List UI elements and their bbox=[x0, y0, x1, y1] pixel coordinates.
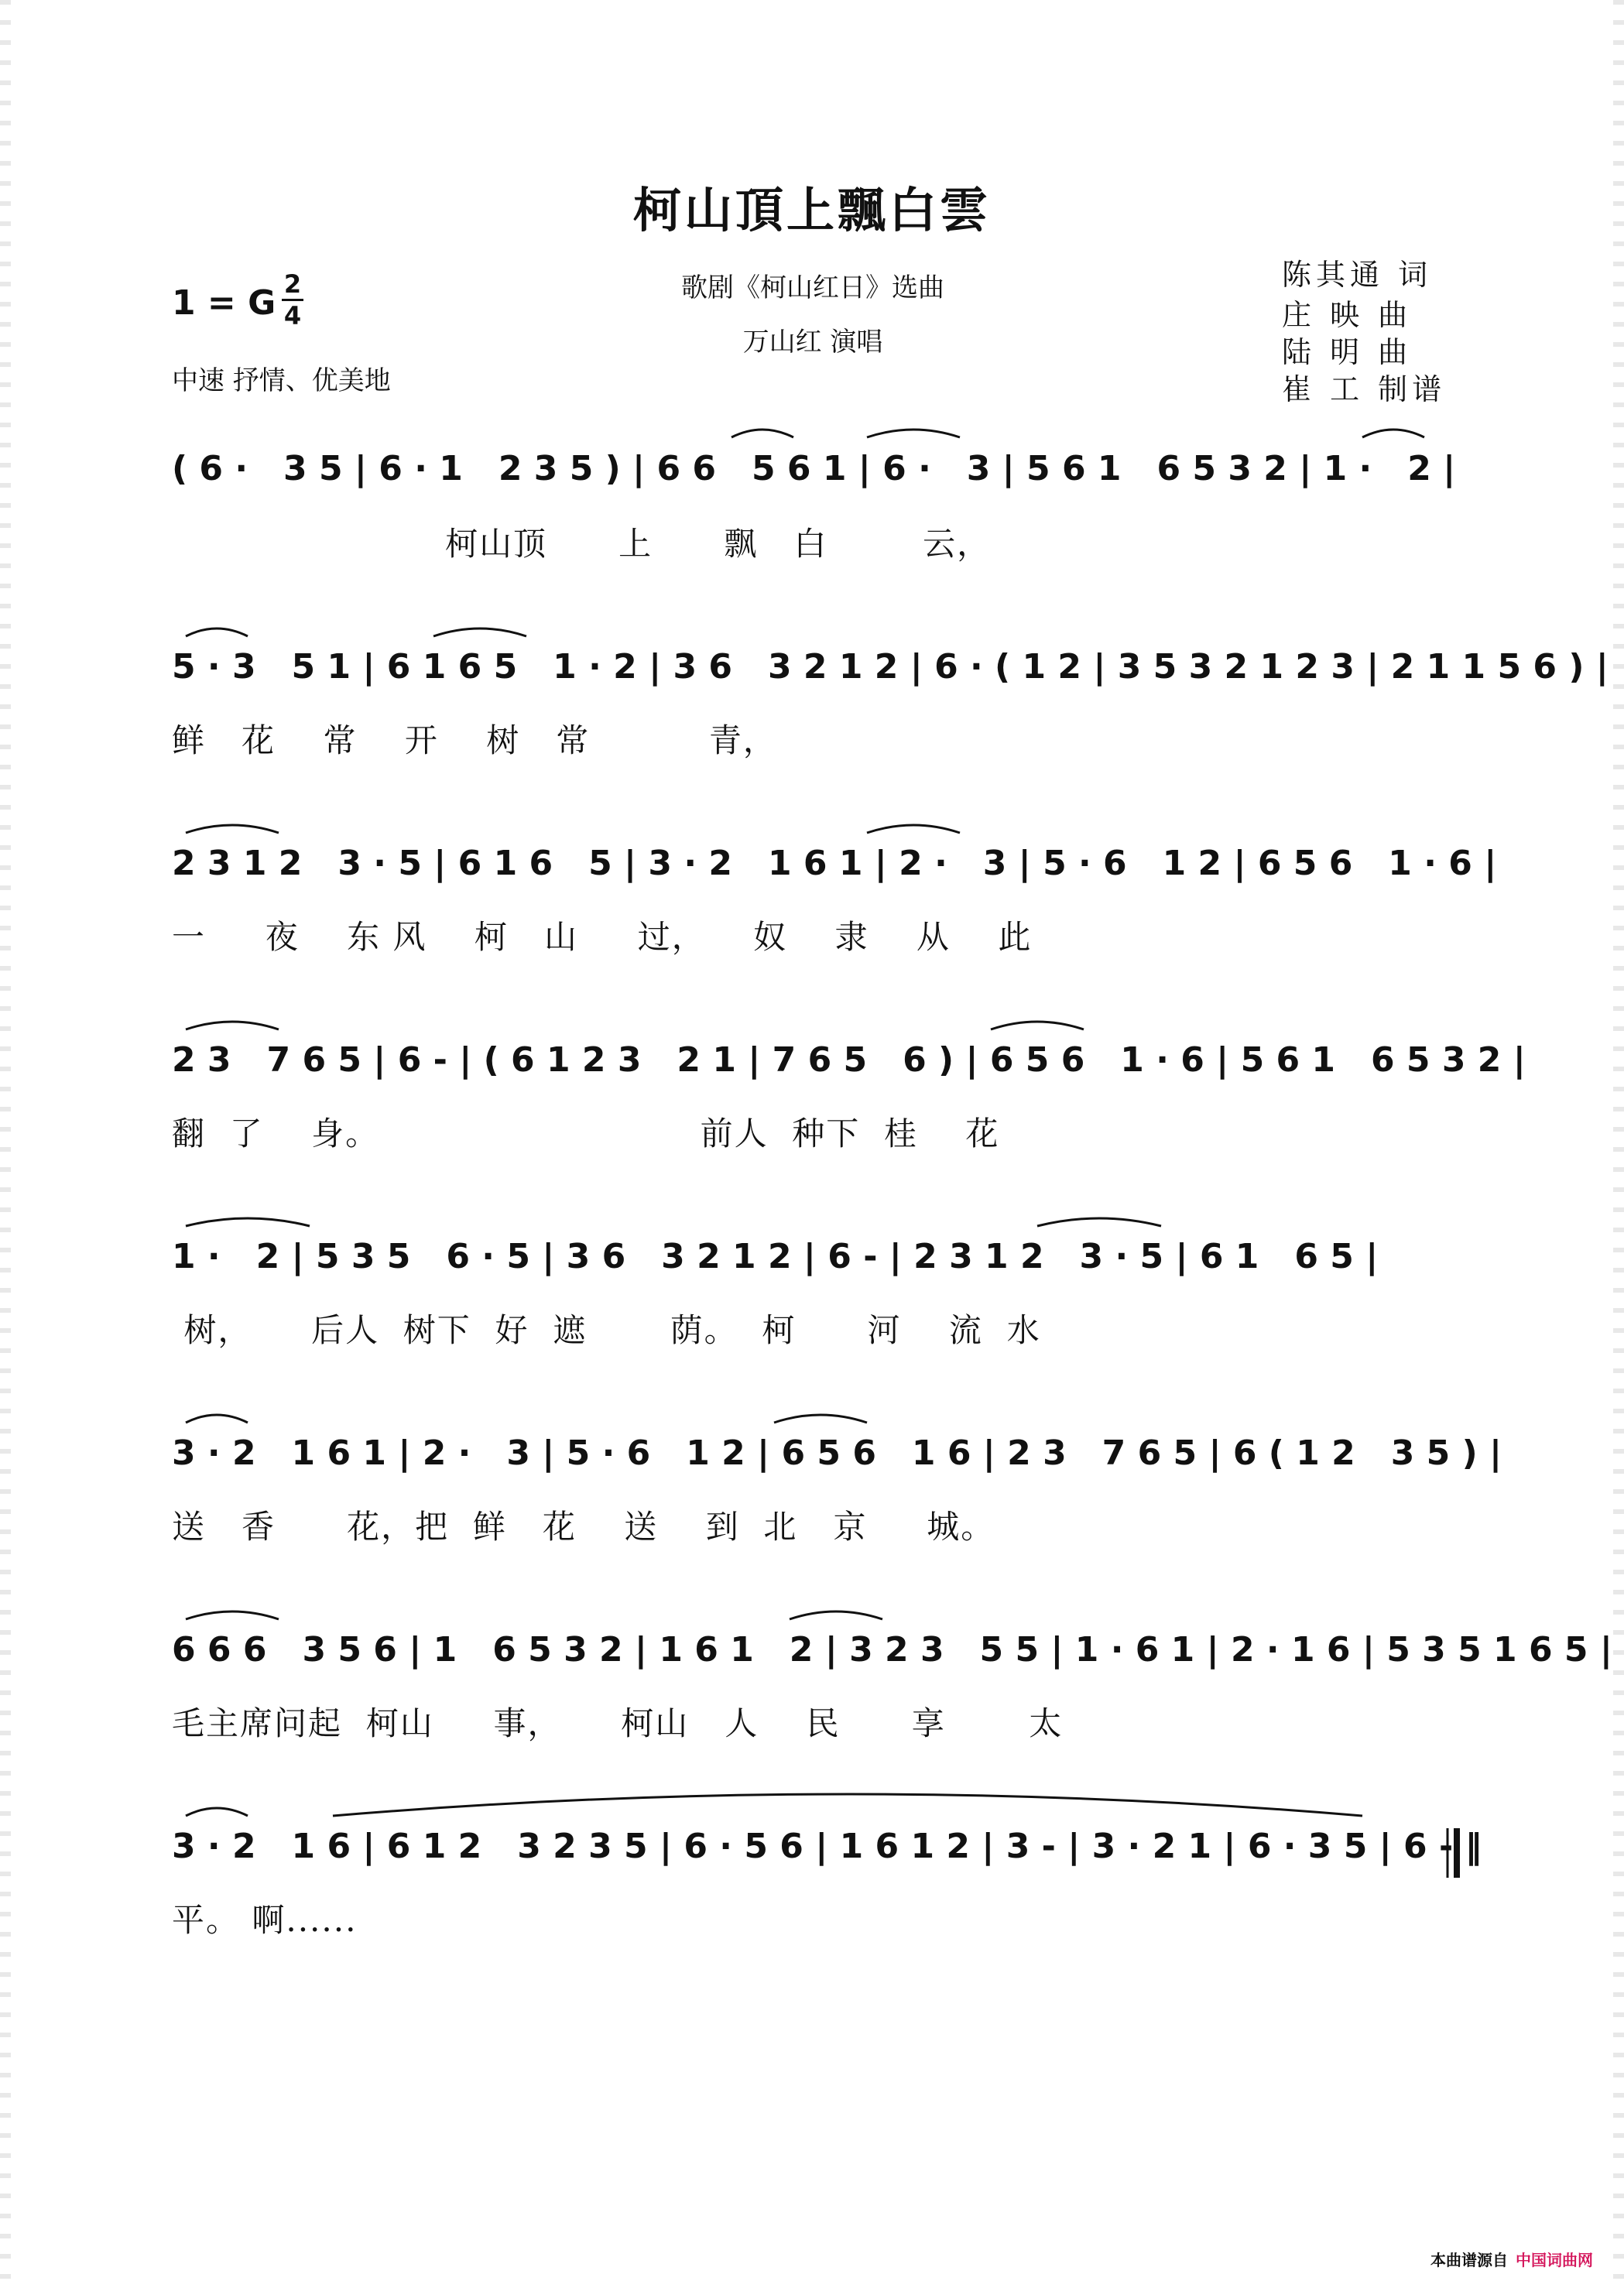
slur-11 bbox=[1037, 1218, 1161, 1226]
score-line-2 bbox=[172, 647, 1609, 701]
time-signature bbox=[282, 271, 303, 329]
score-line-8 bbox=[172, 1827, 1482, 1881]
lyric-line-6: 送 香 花，把 鲜 花 送 到 北 京 城。 bbox=[172, 1508, 995, 1546]
time-signature-bottom: 4 bbox=[283, 301, 302, 331]
notation-line-8: 3 · 2 1 6 | 6 1 2 3 2 3 5 | 6 · 5 6 | 1 6 1 2 | 3 - | 3 · 2 1 | 6 · 3 5 | 6 - ‖ bbox=[172, 1827, 1482, 1866]
subtitle: 歌剧《柯山红日》选曲 bbox=[681, 272, 944, 303]
notation-line-4: 2 3 7 6 5 | 6 - | ( 6 1 2 3 2 1 | 7 6 5 6 ) | 6 5 6 1 · 6 | 5 6 1 6 5 3 2 | bbox=[172, 1040, 1526, 1080]
lyric-line-3: 一 夜 东 风 柯 山 过， 奴 隶 从 此 bbox=[172, 918, 1033, 956]
footer-brand[interactable]: 中国词曲网 bbox=[1516, 2251, 1593, 2269]
slur-7 bbox=[867, 825, 960, 833]
slur-5 bbox=[433, 628, 526, 636]
slur-10 bbox=[186, 1218, 310, 1226]
left-margin-decoration bbox=[0, 0, 11, 2281]
slur-12 bbox=[186, 1415, 248, 1423]
slur-long bbox=[333, 1794, 1362, 1816]
tempo-marking: 中速 抒情、优美地 bbox=[172, 365, 391, 396]
lyric-line-7: 毛主席问起 柯山 事， 柯山 人 民 享 太 bbox=[172, 1704, 1064, 1742]
notation-line-3: 2 3 1 2 3 · 5 | 6 1 6 5 | 3 · 2 1 6 1 | 2 · 3 | 5 · 6 1 2 | 6 5 6 1 · 6 | bbox=[172, 844, 1497, 883]
slur-13 bbox=[774, 1415, 867, 1423]
score-line-7 bbox=[172, 1630, 1612, 1684]
score-line-1 bbox=[172, 449, 1457, 503]
notation-line-1: ( 6 · 3 5 | 6 · 1 2 3 5 ) | 6 6 5 6 1 | 6 · 3 | 5 6 1 6 5 3 2 | 1 · 2 | bbox=[172, 449, 1456, 488]
lyric-line-5: 树， 后人 树下 好 遮 荫。 柯 河 流 水 bbox=[172, 1311, 1041, 1349]
credit-lyricist: 陈其通 词 bbox=[1282, 258, 1433, 292]
lyric-line-8: 平。 啊...... bbox=[172, 1901, 358, 1939]
slur-8 bbox=[186, 1022, 279, 1029]
score-line-4 bbox=[172, 1040, 1526, 1094]
score-line-6 bbox=[172, 1433, 1502, 1488]
footer-source-text: 本曲谱源自 bbox=[1430, 2251, 1508, 2269]
score-line-3 bbox=[172, 844, 1497, 898]
slur-9 bbox=[991, 1022, 1084, 1029]
lyric-line-1: 柯山顶 上 飘 白 云， bbox=[172, 525, 992, 563]
notation-line-5: 1 · 2 | 5 3 5 6 · 5 | 3 6 3 2 1 2 | 6 - | 2 3 1 2 3 · 5 | 6 1 6 5 | bbox=[172, 1237, 1379, 1276]
slur-2 bbox=[867, 430, 960, 437]
song-title: 柯山頂上飄白雲 bbox=[632, 182, 991, 238]
lyric-line-2: 鲜 花 常 开 树 常 青， bbox=[172, 721, 777, 759]
lyric-line-4: 翻 了 身。 前人 种下 桂 花 bbox=[172, 1115, 1000, 1152]
notation-line-6: 3 · 2 1 6 1 | 2 · 3 | 5 · 6 1 2 | 6 5 6 1 6 | 2 3 7 6 5 | 6 ( 1 2 3 5 ) | bbox=[172, 1433, 1502, 1473]
notation-line-7: 6 6 6 3 5 6 | 1 6 5 3 2 | 1 6 1 2 | 3 2 3 5 5 | 1 · 6 1 | 2 · 1 6 | 5 3 5 1 6 5 | bbox=[172, 1630, 1612, 1670]
slur-1 bbox=[731, 430, 793, 437]
score-line-5 bbox=[172, 1237, 1457, 1291]
time-signature-top: 2 bbox=[283, 269, 302, 299]
slur-15 bbox=[790, 1611, 882, 1619]
slur-3 bbox=[1362, 430, 1424, 437]
credit-transcriber: 崔 工 制谱 bbox=[1282, 372, 1447, 406]
slur-14 bbox=[186, 1611, 279, 1619]
footer-credit bbox=[1430, 2248, 1593, 2270]
performer: 万山红 演唱 bbox=[742, 327, 883, 358]
notation-line-2: 5 · 3 5 1 | 6 1 6 5 1 · 2 | 3 6 3 2 1 2 | 6 · ( 1 2 | 3 5 3 2 1 2 3 | 2 1 1 5 6 ) | bbox=[172, 647, 1609, 687]
credit-composer-2: 陆 明 曲 bbox=[1282, 335, 1413, 369]
slur-4 bbox=[186, 628, 248, 636]
key-signature: 1 = G bbox=[172, 283, 276, 323]
right-margin-decoration bbox=[1613, 0, 1624, 2281]
slur-6 bbox=[186, 825, 279, 833]
slur-16 bbox=[186, 1808, 248, 1816]
credit-composer-1: 庄 映 曲 bbox=[1282, 298, 1413, 332]
